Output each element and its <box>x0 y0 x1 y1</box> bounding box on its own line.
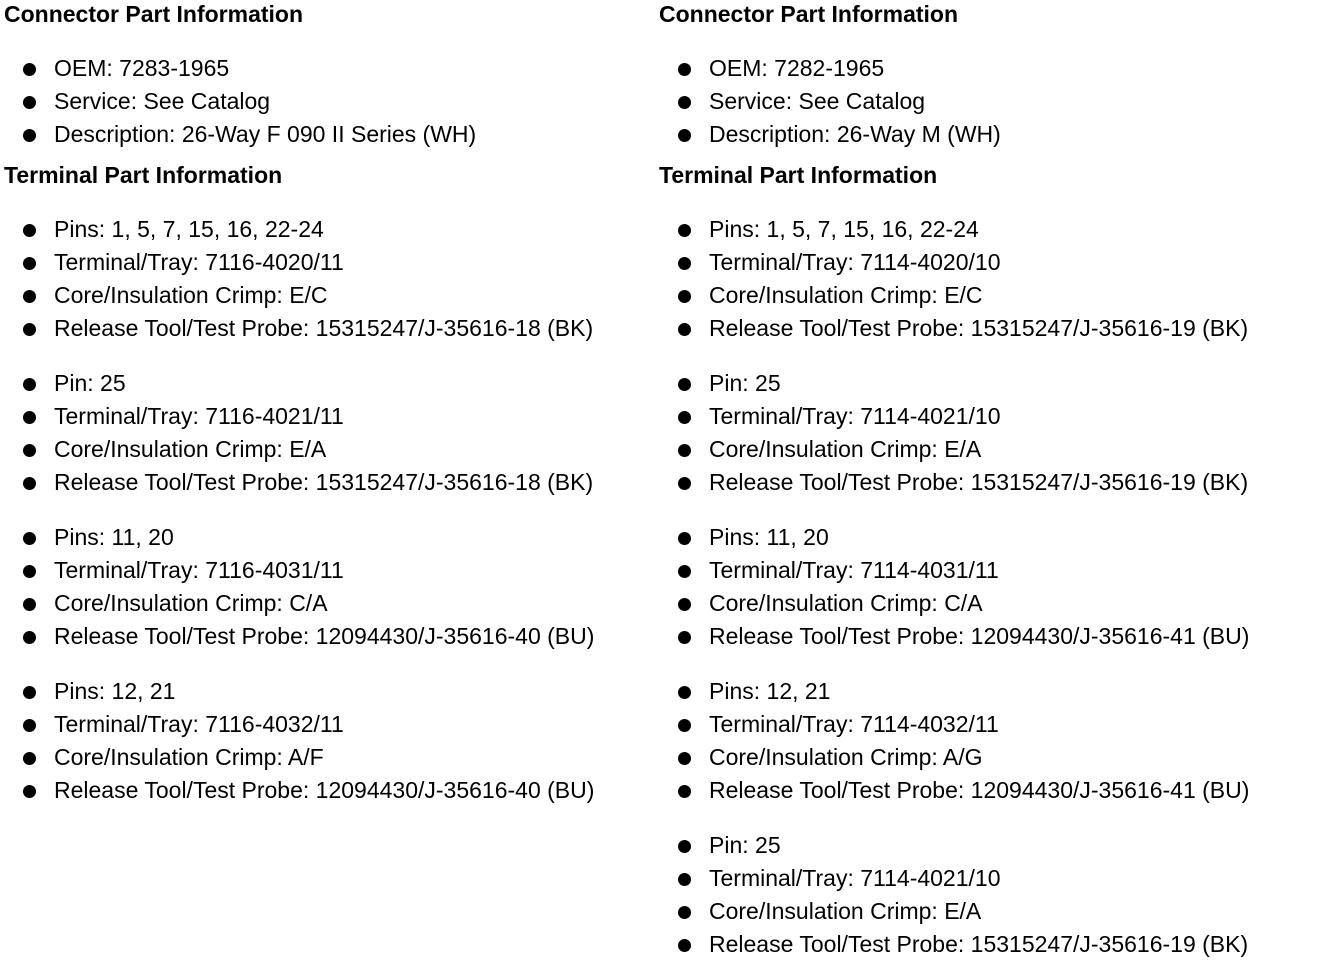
bullet-icon <box>678 719 691 732</box>
list-item: Release Tool/Test Probe: 12094430/J-35616-40 (BU) <box>4 620 654 653</box>
list-item: Terminal/Tray: 7116-4020/11 <box>4 246 654 279</box>
bullet-icon <box>678 444 691 457</box>
terminal-group <box>659 367 1324 499</box>
list-item: Core/Insulation Crimp: C/A <box>659 587 1324 620</box>
bullet-icon <box>678 906 691 919</box>
terminal-group <box>659 521 1324 653</box>
list-item: Core/Insulation Crimp: C/A <box>4 587 654 620</box>
bullet-icon <box>678 96 691 109</box>
list-item: Release Tool/Test Probe: 12094430/J-35616-41 (BU) <box>659 774 1324 807</box>
bullet-icon <box>678 565 691 578</box>
list-item: Pins: 11, 20 <box>659 521 1324 554</box>
bullet-icon <box>678 752 691 765</box>
bullet-icon <box>23 444 36 457</box>
bullet-icon <box>678 290 691 303</box>
bullet-icon <box>678 598 691 611</box>
list-item: Core/Insulation Crimp: E/A <box>659 433 1324 466</box>
terminal-group <box>4 521 654 653</box>
bullet-icon <box>23 63 36 76</box>
bullet-icon <box>678 477 691 490</box>
bullet-icon <box>678 873 691 886</box>
list-item: Release Tool/Test Probe: 15315247/J-35616-19 (BK) <box>659 312 1324 345</box>
list-item: Terminal/Tray: 7114-4021/10 <box>659 400 1324 433</box>
list-item: Core/Insulation Crimp: E/A <box>659 895 1324 928</box>
terminal-group <box>4 367 654 499</box>
bullet-icon <box>23 719 36 732</box>
terminal-group <box>659 213 1324 345</box>
bullet-icon <box>678 939 691 952</box>
list-item: Description: 26-Way F 090 II Series (WH) <box>4 118 654 151</box>
list-item: Terminal/Tray: 7114-4020/10 <box>659 246 1324 279</box>
bullet-icon <box>23 257 36 270</box>
bullet-icon <box>23 411 36 424</box>
list-item: Pins: 11, 20 <box>4 521 654 554</box>
terminal-group <box>4 675 654 807</box>
bullet-icon <box>23 785 36 798</box>
terminal-heading: Terminal Part Information <box>4 162 283 188</box>
bullet-icon <box>678 686 691 699</box>
bullet-icon <box>23 378 36 391</box>
bullet-icon <box>23 129 36 142</box>
list-item: Core/Insulation Crimp: A/G <box>659 741 1324 774</box>
bullet-icon <box>678 411 691 424</box>
bullet-icon <box>23 598 36 611</box>
list-item: Description: 26-Way M (WH) <box>659 118 1324 151</box>
bullet-icon <box>678 129 691 142</box>
list-item: Pin: 25 <box>659 367 1324 400</box>
list-item: Core/Insulation Crimp: E/C <box>659 279 1324 312</box>
bullet-icon <box>23 96 36 109</box>
bullet-icon <box>23 290 36 303</box>
list-item: Release Tool/Test Probe: 15315247/J-35616-19 (BK) <box>659 928 1324 961</box>
bullet-icon <box>23 631 36 644</box>
connector-heading: Connector Part Information <box>659 1 959 27</box>
bullet-icon <box>678 224 691 237</box>
terminal-group <box>659 829 1324 961</box>
list-item: Terminal/Tray: 7114-4031/11 <box>659 554 1324 587</box>
bullet-icon <box>23 752 36 765</box>
list-item: Core/Insulation Crimp: A/F <box>4 741 654 774</box>
terminal-group <box>4 213 654 345</box>
list-item: Terminal/Tray: 7116-4031/11 <box>4 554 654 587</box>
list-item: Release Tool/Test Probe: 12094430/J-35616-41 (BU) <box>659 620 1324 653</box>
list-item: Pins: 12, 21 <box>659 675 1324 708</box>
bullet-icon <box>678 323 691 336</box>
list-item: OEM: 7283-1965 <box>4 52 654 85</box>
list-item: Service: See Catalog <box>659 85 1324 118</box>
list-item: Terminal/Tray: 7114-4021/10 <box>659 862 1324 895</box>
list-item: Pins: 1, 5, 7, 15, 16, 22-24 <box>4 213 654 246</box>
bullet-icon <box>23 477 36 490</box>
terminal-group <box>659 675 1324 807</box>
list-item: OEM: 7282-1965 <box>659 52 1324 85</box>
list-item: Service: See Catalog <box>4 85 654 118</box>
bullet-icon <box>678 840 691 853</box>
list-item: Pin: 25 <box>4 367 654 400</box>
bullet-icon <box>678 257 691 270</box>
bullet-icon <box>23 532 36 545</box>
list-item: Terminal/Tray: 7116-4021/11 <box>4 400 654 433</box>
bullet-icon <box>678 631 691 644</box>
list-item: Core/Insulation Crimp: E/C <box>4 279 654 312</box>
bullet-icon <box>678 63 691 76</box>
list-item: Core/Insulation Crimp: E/A <box>4 433 654 466</box>
list-item: Release Tool/Test Probe: 15315247/J-35616-18 (BK) <box>4 312 654 345</box>
list-item: Release Tool/Test Probe: 12094430/J-35616-40 (BU) <box>4 774 654 807</box>
right-connector-column <box>659 0 1324 961</box>
list-item: Release Tool/Test Probe: 15315247/J-35616-19 (BK) <box>659 466 1324 499</box>
bullet-icon <box>678 378 691 391</box>
connector-info-list <box>659 52 1324 151</box>
list-item: Pins: 12, 21 <box>4 675 654 708</box>
bullet-icon <box>678 532 691 545</box>
bullet-icon <box>23 686 36 699</box>
list-item: Terminal/Tray: 7114-4032/11 <box>659 708 1324 741</box>
bullet-icon <box>23 323 36 336</box>
list-item: Pin: 25 <box>659 829 1324 862</box>
connector-heading: Connector Part Information <box>4 1 304 27</box>
list-item: Pins: 1, 5, 7, 15, 16, 22-24 <box>659 213 1324 246</box>
bullet-icon <box>23 565 36 578</box>
connector-info-list <box>4 52 654 151</box>
list-item: Release Tool/Test Probe: 15315247/J-35616-18 (BK) <box>4 466 654 499</box>
bullet-icon <box>678 785 691 798</box>
terminal-heading: Terminal Part Information <box>659 162 938 188</box>
bullet-icon <box>23 224 36 237</box>
left-connector-column <box>4 0 654 807</box>
list-item: Terminal/Tray: 7116-4032/11 <box>4 708 654 741</box>
